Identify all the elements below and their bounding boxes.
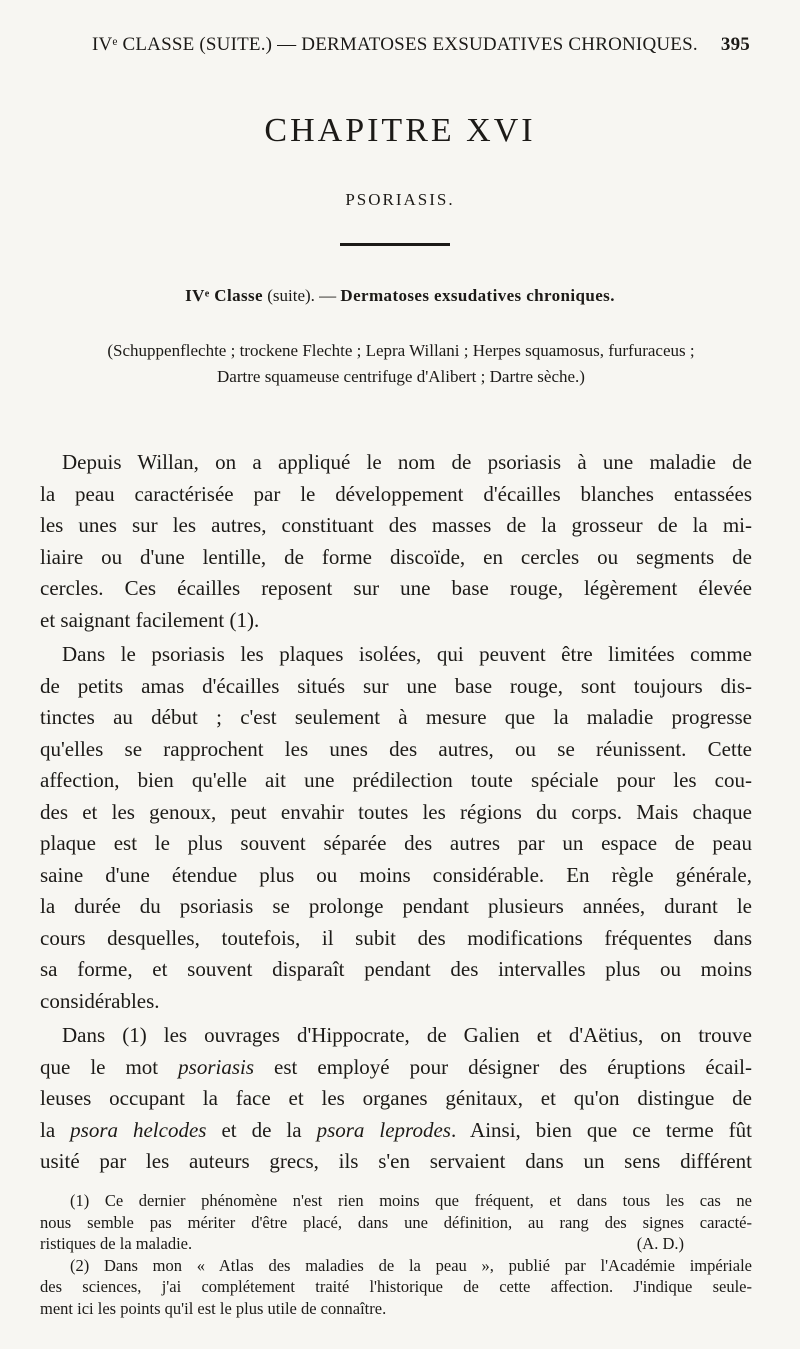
class-heading-lead: IVᵉ Classe: [185, 286, 263, 305]
footnote-2: [40, 1255, 752, 1320]
section-title: PSORIASIS.: [345, 190, 455, 209]
body-line: liaire ou d'une lentille, de forme discoïde, en cercles ou segments de: [40, 544, 752, 569]
footnote-signature: (A. D.): [636, 1234, 684, 1253]
class-heading-bold-tail: Dermatoses exsudatives chroniques.: [340, 286, 615, 305]
body-text-run: que le mot: [40, 1054, 179, 1079]
section-rule: [340, 243, 450, 246]
body-line: la durée du psoriasis se prolonge pendant plusieurs années, durant le: [40, 894, 752, 918]
body-line: de petits amas d'écailles situés sur une base rouge, sont toujours dis-: [40, 673, 752, 698]
synonyms-line-2: Dartre squameuse centrifuge d'Alibert ; Dartre sèche.): [217, 367, 585, 386]
body-line: cours desquelles, toutefois, il subit des modifications fréquentes dans: [40, 925, 752, 950]
body-line: et saignant facilement (1).: [40, 607, 260, 632]
synonyms-line-1: (Schuppenflechte ; trockene Flechte ; Lepra Willani ; Herpes squamosus, furfuraceus ;: [107, 341, 695, 360]
body-line: leuses occupant la face et les organes génitaux, et qu'on distingue de: [40, 1086, 752, 1110]
chapter-title: CHAPITRE XVI: [264, 112, 536, 149]
body-line: usité par les auteurs grecs, ils s'en servaient dans un sens différent: [40, 1149, 752, 1173]
footnote-text: ristiques de la maladie.: [40, 1234, 193, 1253]
italic-term: psoriasis: [178, 1054, 254, 1079]
body-line: [40, 1115, 752, 1147]
body-line: les unes sur les autres, constituant des masses de la grosseur de la mi-: [40, 513, 752, 537]
body-line: tinctes au début ; c'est seulement à mesure que la maladie progresse: [40, 705, 752, 729]
body-text-run: est employé pour désigner des éruptions écail-: [254, 1054, 753, 1079]
italic-term: psora helcodes: [70, 1117, 207, 1142]
body-line: sa forme, et souvent disparaît pendant des intervalles plus ou moins: [40, 957, 752, 981]
body-line: cercles. Ces écailles reposent sur une base rouge, légèrement élevée: [40, 576, 752, 600]
body-text: [40, 447, 752, 1178]
body-line: affection, bien qu'elle ait une prédilection toute spéciale pour les cou-: [40, 768, 752, 792]
page-number: 395: [720, 34, 750, 55]
body-line: saine d'une étendue plus ou moins considérable. En règle générale,: [40, 862, 752, 887]
italic-term: psora leprodes: [316, 1117, 451, 1142]
footnote-line: (1) Ce dernier phénomène n'est rien moins que fréquent, et dans tous les cas ne: [70, 1191, 752, 1210]
footnote-line: ment ici les points qu'il est le plus utile de connaître.: [40, 1298, 387, 1318]
body-line: plaque est le plus souvent séparée des autres par un espace de peau: [40, 831, 752, 855]
body-line: Dans le psoriasis les plaques isolées, qui peuvent être limitées comme: [62, 642, 752, 666]
footnote-line: [40, 1233, 752, 1255]
footnotes: [40, 1190, 752, 1319]
body-text-run: et de la: [206, 1117, 317, 1142]
class-heading: [0, 286, 800, 306]
body-line: [40, 1052, 752, 1084]
body-line: considérables.: [40, 988, 160, 1013]
footnote-line: nous semble pas mériter d'être placé, dans une définition, au rang des signes caracté-: [40, 1212, 752, 1232]
synonyms-block: [40, 338, 762, 390]
body-line: qu'elles se rapprochent les unes des autres, ou se réunissent. Cette: [40, 736, 752, 761]
body-line: Depuis Willan, on a appliqué le nom de psoriasis à une maladie de: [62, 450, 752, 474]
body-line: Dans (1) les ouvrages d'Hippocrate, de Galien et d'Aëtius, on trouve: [62, 1023, 752, 1047]
body-text-run: . Ainsi, bien que ce terme fût: [450, 1117, 752, 1142]
class-heading-middle: (suite). —: [262, 286, 341, 305]
running-head-title: IVᵉ CLASSE (SUITE.) — DERMATOSES EXSUDATIVES CHRONIQUES.: [92, 34, 698, 55]
footnote-line: (2) Dans mon « Atlas des maladies de la peau », publié par l'Académie impériale: [70, 1255, 752, 1275]
body-line: des et les genoux, peut envahir toutes les régions du corps. Mais chaque: [40, 799, 752, 824]
body-line: la peau caractérisée par le développement d'écailles blanches entassées: [40, 481, 752, 506]
body-text-run: la: [40, 1117, 71, 1142]
footnote-line: des sciences, j'ai complétement traité l'historique de cette affection. J'indique seule-: [40, 1277, 752, 1296]
footnote-1: [40, 1190, 752, 1255]
